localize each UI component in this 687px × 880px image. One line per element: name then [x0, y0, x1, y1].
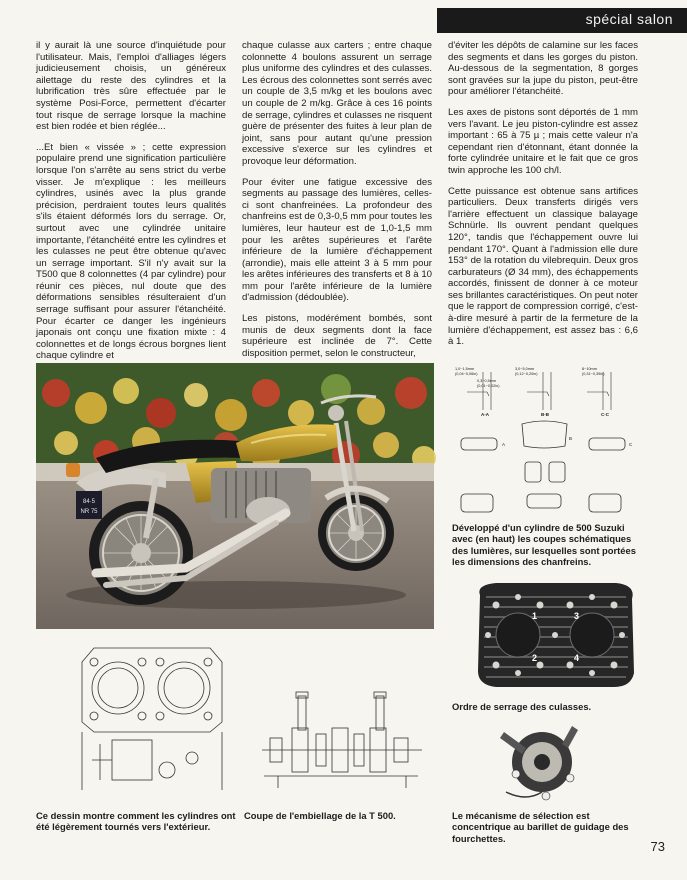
- text-column-3: [448, 40, 638, 348]
- port-diagram: [447, 362, 641, 522]
- paragraph: Les axes de pistons sont déportés de 1 mm vers l'avant. Le jeu piston-cylindre est assez important : 65 à 75 µ ; mais cette valeur n'a cependant rien d'étonnant, étant donnée la forte cylindrée unitaire et le fait que ce gros twin approche les 100 ch/l.: [448, 106, 638, 176]
- page-number: 73: [650, 839, 665, 854]
- section-label: B-B: [541, 412, 549, 417]
- port-dimension-label: 3,0~5,0mm: [515, 367, 535, 371]
- caption-crankshaft: Coupe de l'embiellage de la T 500.: [244, 810, 396, 821]
- port-dimension-label: (0,01~0,02in): [477, 384, 500, 388]
- section-marker: B: [569, 436, 573, 441]
- torque-order-number: 1: [532, 611, 538, 621]
- caption-port-diagram: Développé d'un cylindre de 500 Suzuki avec (en haut) les coupes schématiques des lumières, sur lesquelles sont portées les dimensions des chanfreins.: [452, 522, 636, 568]
- port-dimension-label: (0,31~0,39in): [582, 372, 605, 376]
- section-marker: C: [629, 442, 633, 447]
- paragraph: Les pistons, modérément bombés, sont munis de deux segments dont la face supérieure est inclinée de 7°. Cette disposition permet, selon le constructeur,: [242, 313, 432, 359]
- svg-text:NR 75: NR 75: [80, 509, 98, 515]
- crankshaft-drawing: [258, 690, 426, 794]
- motorcycle-photo: [36, 363, 434, 629]
- section-label: C-C: [601, 412, 609, 417]
- cylinder-drawing: [72, 640, 232, 800]
- paragraph: ...Et bien « vissée » ; cette expression populaire prend une signification particulière lorsque l'on s'arrête au sens strict du verbe visser. Je m'explique : les meilleurs cylindres, usinés avec la plus grande précision, perdraient toutes leurs qualités s'ils étaient déformés lors du serrage. Or, surtout avec une cylindrée unitaire importante, l'étanchéité entre les cylindres et les culasses ne peut être obtenue qu'avec un serrage important. S'il n'y avait sur la T500 que 8 colonnettes (4 par cylindre) pour réunir ces pièces, nul doute que des déformations sensibles résulteraient d'un serrage suffisant pour assurer l'étanchéité. Pour écarter ce danger les ingénieurs japonais ont conçu une fixation mixte : 4 colonnettes et de longs écrous borgnes lient chaque cylindre et: [36, 141, 226, 362]
- caption-cylinder-head: Ordre de serrage des culasses.: [452, 701, 592, 712]
- port-dimension-label: 1,0~1,5mm: [455, 367, 475, 371]
- torque-order-number: 4: [574, 653, 580, 663]
- section-marker: A: [502, 442, 506, 447]
- paragraph: d'éviter les dépôts de calamine sur les faces des segments et dans les gorges du piston. Au-dessous de la segmentation, 8 gorges sont gravées sur la jupe du piston, peut-être pour améliorer l'étanchéité.: [448, 40, 638, 98]
- paragraph: chaque culasse aux carters ; entre chaque colonnette 4 boulons assurent un serrage plus uniforme des cylindres et des culasses. Les écrous des colonnettes sont serrés avec un couple de 3,5 m/kg et les boulons avec un couple de 2 m/kg. Grâce à ces 16 points de serrage, cylindres et culasses ne risquent guère de présenter des fuites à leur plan de joint, sans pour autant qu'une pression excessive s'exerce sur les cylindres et provoque leur déformation.: [242, 40, 432, 167]
- caption-selector: Le mécanisme de sélection est concentrique au barillet de guidage des fourchettes.: [452, 810, 629, 844]
- port-dimension-label: 0,3~0,5mm: [477, 379, 497, 383]
- section-header-bar: [437, 8, 687, 33]
- paragraph: il y aurait là une source d'inquiétude pour l'utilisateur. Mais, l'emploi d'alliages légers judicieusement choisis, un généreux ailettage du reste des cylindres et la lubrification très sûre effectuée par le système Posi-Force, permettent d'écarter tout risque de serrage lorsque la machine est bien rodée et bien réglée...: [36, 40, 226, 133]
- paragraph: Pour éviter une fatigue excessive des segments au passage des lumières, celles-ci sont chanfreinées. La profondeur des chanfreins est de 0,3-0,5 mm pour toutes les lumières, leur hauteur est de 1,0-1,5 mm pour les arêtes supérieures et l'arête inférieure de la lumière d'échappement (arrondie), mais elle atteint 3 à 5 mm pour les arêtes inférieures des transferts et 8 à 10 mm pour l'arête inférieure de la lumière d'admission (dédoublée).: [242, 176, 432, 304]
- plate-text: 84·5: [82, 499, 96, 505]
- text-column-1: [36, 40, 226, 362]
- torque-order-number: 3: [574, 611, 580, 621]
- caption-cylinder-drawing: Ce dessin montre comment les cylindres ont été légèrement tournés vers l'extérieur.: [36, 810, 236, 833]
- text-column-2: [242, 40, 432, 359]
- paragraph: Cette puissance est obtenue sans artifices particuliers. Deux transferts dirigés vers l'arrière effectuent un classique balayage Schnürle. Ils ouvrent pendant quelques 120°, tandis que l'échappement ouvre lui pendant 170°. Quant à l'admission elle dure 153° de la rotation du vilebrequin. Deux gros carburateurs (Ø 34 mm), des échappements accordés, finissent de donner à ce moteur ses brillantes caractéristiques. On peut noter que le rapport de compression corrigé, c'est-à-dire mesuré à partir de la fermeture de la lumière d'échappement, est assez bas : 6,6 à 1.: [448, 185, 638, 348]
- section-label: A-A: [481, 412, 489, 417]
- selector-mechanism-drawing: [486, 712, 590, 808]
- cylinder-head-photo: [466, 575, 644, 693]
- port-dimension-label: 8~10mm: [582, 367, 597, 371]
- port-dimension-label: (0,04~0,06in): [455, 372, 478, 376]
- port-dimension-label: (0,12~0,20in): [515, 372, 538, 376]
- torque-order-number: 2: [532, 653, 538, 663]
- section-label: spécial salon: [585, 11, 673, 27]
